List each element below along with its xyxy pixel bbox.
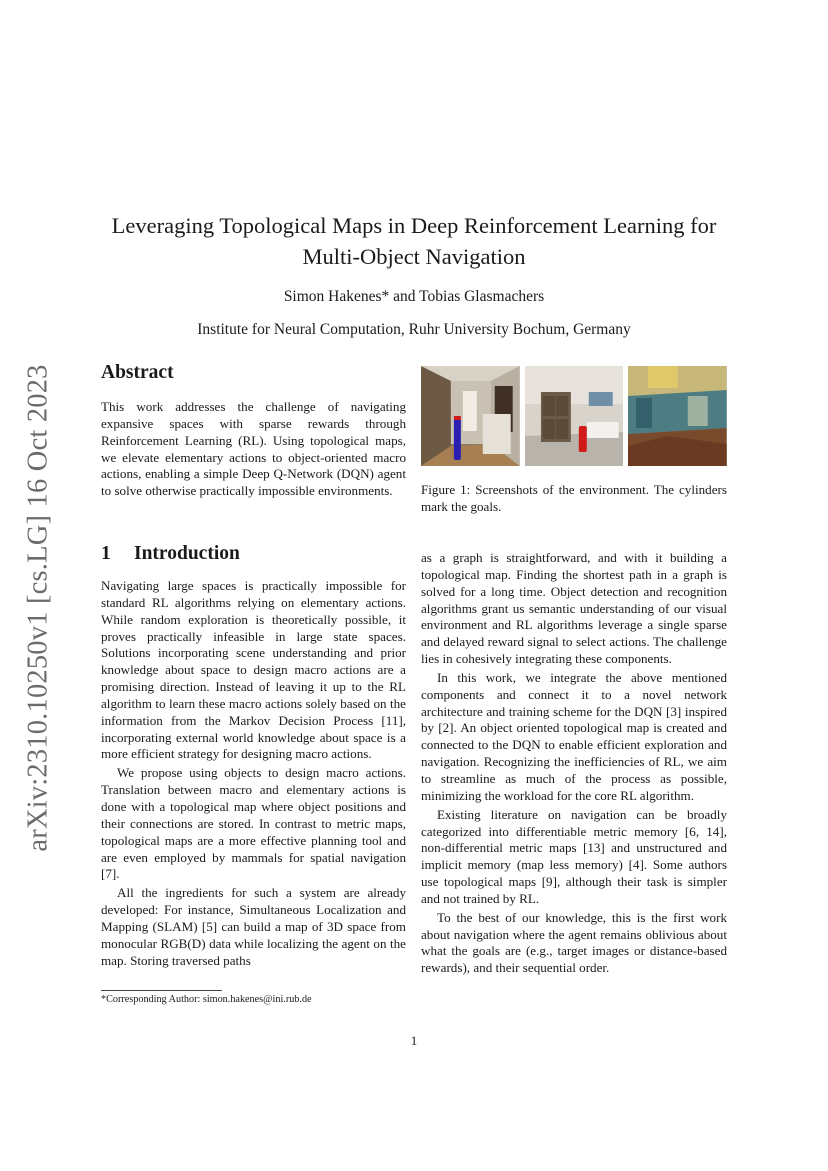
screenshot-panorama bbox=[628, 366, 727, 466]
screenshot-hallway bbox=[421, 366, 520, 466]
abstract-text: This work addresses the challenge of navigating expansive spaces with sparse rewards through Reinforcement Learning (RL). Using topological maps, we elevate elementary actions to object-oriented macro actions, enabling a simple Deep Q-Network (DQN) agent to solve otherwise practically impossible environments. bbox=[101, 399, 406, 499]
intro-paragraph: In this work, we integrate the above mentioned components and connect it to a novel network architecture and training scheme for the DQN [3] inspired by [2]. An object oriented topological map is created and connected to the DQN to enable efficient exploration and navigation. Recognizing the inefficiencies of RL, we aim to streamline as much of the process as possible, minimizing the workload for the core RL algorithm. bbox=[421, 669, 727, 803]
paper-title bbox=[80, 210, 748, 272]
arxiv-identifier-text: arXiv:2310.10250v1 [cs.LG] 16 Oct 2023 bbox=[23, 364, 54, 852]
intro-paragraph: All the ingredients for such a system are already developed: For instance, Simultaneous Localization and Mapping (SLAM) [5] can build a map of 3D space from monocular RGB(D) data while localizing the agent on the map. Storing traversed paths bbox=[101, 885, 406, 968]
paper-affiliation: Institute for Neural Computation, Ruhr University Bochum, Germany bbox=[197, 321, 631, 338]
section-title: Introduction bbox=[134, 543, 240, 564]
introduction-left-column bbox=[101, 578, 406, 969]
footnote-rule bbox=[101, 990, 222, 991]
introduction-right-column bbox=[421, 550, 727, 977]
section-number: 1 bbox=[101, 543, 111, 564]
introduction-heading bbox=[101, 543, 240, 565]
intro-paragraph-continued: as a graph is straightforward, and with it building a topological map. Finding the shortest path in a graph is solved for a long time. Object detection and recognition algorithms grant us semantic understanding of our visual environment and RL algorithms leverage a single sparse and delayed reward signal to select actions. The challenge lies in cohesively integrating these components. bbox=[421, 550, 727, 667]
intro-paragraph: We propose using objects to design macro actions. Translation between macro and elementary actions is done with a topological map where object positions and their connections are stored. In contrast to metric maps, topological maps are a more effective planning tool and are even employed by mammals for spatial navigation [7]. bbox=[101, 765, 406, 882]
corresponding-author-footnote: *Corresponding Author: simon.hakenes@ini.rub.de bbox=[101, 994, 312, 1005]
figure-1-screenshots bbox=[421, 366, 727, 466]
screenshot-room bbox=[525, 366, 624, 466]
paper-authors: Simon Hakenes* and Tobias Glasmachers bbox=[283, 288, 545, 305]
title-line-2: Multi-Object Navigation bbox=[302, 244, 526, 269]
title-line-1: Leveraging Topological Maps in Deep Reinforcement Learning for bbox=[111, 213, 717, 238]
intro-paragraph: Existing literature on navigation can be broadly categorized into differentiable metric memory [6, 14], non-differential metric maps [13] and unstructured and implicit memory (map less memory) [4]. Some authors use topological maps [9], although their task is simpler and not trained by RL. bbox=[421, 806, 727, 906]
intro-paragraph: To the best of our knowledge, this is the first work about navigation where the agent remains oblivious about what the goals are (e.g., target images or distance-based rewards), and their sequential order. bbox=[421, 909, 727, 976]
page-number: 1 bbox=[410, 1033, 418, 1048]
arxiv-identifier-sidebar bbox=[14, 363, 64, 853]
intro-paragraph: Navigating large spaces is practically impossible for standard RL algorithms relying on elementary actions. While random exploration is theoretically possible, it proves practically infeasible in large state spaces. Solutions incorporating scene understanding and prior knowledge about space to design macro actions are a promising direction. Instead of leaving it up to the RL algorithm to learn these macro actions solely based on the information from the Markov Decision Process [11], incorporating external world knowledge about space is a more efficient strategy for designing macro actions. bbox=[101, 578, 406, 762]
figure-1-caption: Figure 1: Screenshots of the environment. The cylinders mark the goals. bbox=[421, 482, 727, 514]
abstract-heading: Abstract bbox=[101, 362, 174, 383]
